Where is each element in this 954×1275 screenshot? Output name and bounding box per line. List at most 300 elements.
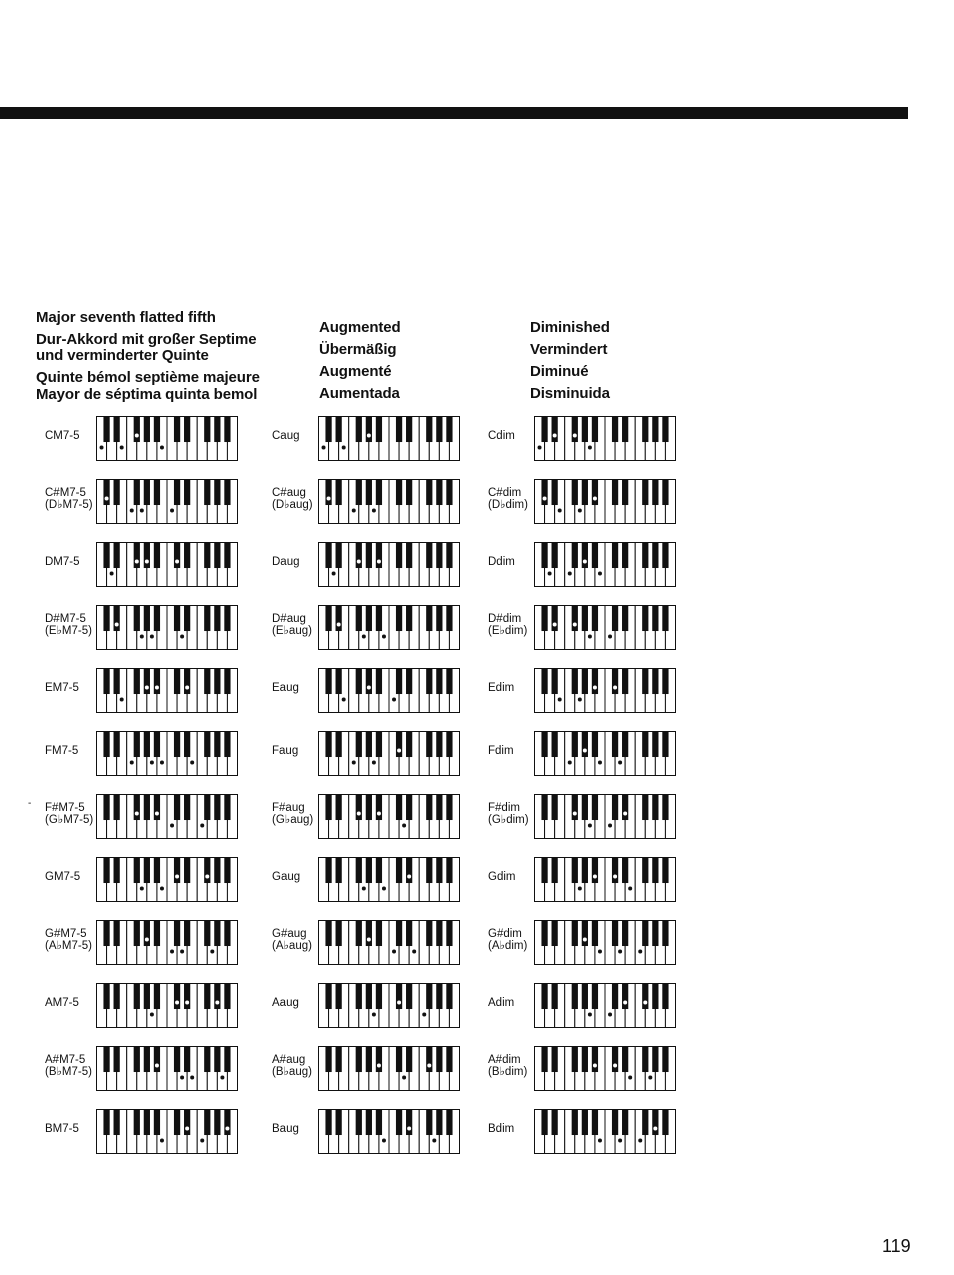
chord-label — [488, 802, 529, 826]
chord-label — [45, 682, 79, 694]
black-key — [356, 417, 362, 443]
keyboard-diagram — [96, 794, 239, 840]
black-key — [336, 606, 342, 632]
note-dot — [583, 938, 587, 942]
note-dot — [648, 1076, 652, 1080]
note-dot — [357, 812, 361, 816]
black-key — [103, 921, 109, 947]
note-dot — [130, 761, 134, 765]
black-key — [376, 417, 382, 443]
black-key — [134, 480, 140, 506]
black-key — [154, 795, 160, 821]
keyboard-diagram — [96, 1046, 239, 1092]
note-dot — [205, 875, 209, 879]
black-key — [366, 1047, 372, 1073]
black-key — [642, 858, 648, 884]
black-key — [552, 606, 558, 632]
black-key — [325, 795, 331, 821]
black-key — [662, 984, 668, 1010]
black-key — [154, 543, 160, 569]
note-dot — [432, 1139, 436, 1143]
black-key — [572, 732, 578, 758]
chord-label — [45, 871, 80, 883]
chord-label — [45, 802, 93, 826]
note-dot — [558, 698, 562, 702]
note-dot — [140, 887, 144, 891]
black-key — [642, 417, 648, 443]
black-key — [396, 1110, 402, 1136]
black-key — [103, 669, 109, 695]
black-key — [325, 1110, 331, 1136]
black-key — [224, 417, 230, 443]
black-key — [144, 1047, 150, 1073]
black-key — [622, 1110, 628, 1136]
black-key — [336, 795, 342, 821]
black-key — [154, 480, 160, 506]
black-key — [426, 732, 432, 758]
chord-label-line: G#dim — [488, 928, 522, 940]
black-key — [642, 732, 648, 758]
black-key — [662, 606, 668, 632]
black-key — [592, 858, 598, 884]
black-key — [174, 543, 180, 569]
column-header-line: Mayor de séptima quinta bemol — [36, 386, 258, 403]
black-key — [184, 669, 190, 695]
chord-label-line: A#dim — [488, 1054, 521, 1066]
black-key — [406, 1047, 412, 1073]
black-key — [622, 606, 628, 632]
chord-label-line: F#aug — [272, 802, 305, 814]
chord-label-line: C#aug — [272, 487, 306, 499]
note-dot — [327, 497, 331, 501]
black-key — [214, 984, 220, 1010]
chord-label — [488, 556, 515, 568]
black-key — [662, 732, 668, 758]
column-header-line: Major seventh flatted fifth — [36, 309, 216, 326]
black-key — [114, 858, 120, 884]
black-key — [396, 417, 402, 443]
note-dot — [593, 686, 597, 690]
keyboard-diagram — [318, 794, 461, 840]
black-key — [336, 984, 342, 1010]
black-key — [396, 543, 402, 569]
black-key — [214, 417, 220, 443]
black-key — [103, 1110, 109, 1136]
note-dot — [180, 635, 184, 639]
black-key — [622, 543, 628, 569]
black-key — [356, 858, 362, 884]
black-key — [224, 1047, 230, 1073]
black-key — [572, 921, 578, 947]
keyboard-diagram — [96, 920, 239, 966]
black-key — [436, 543, 442, 569]
black-key — [144, 480, 150, 506]
black-key — [436, 795, 442, 821]
black-key — [622, 669, 628, 695]
black-key — [446, 543, 452, 569]
top-rule — [0, 107, 908, 119]
black-key — [154, 921, 160, 947]
note-dot — [553, 623, 557, 627]
black-key — [376, 858, 382, 884]
black-key — [214, 1047, 220, 1073]
note-dot — [170, 824, 174, 828]
note-dot — [135, 812, 139, 816]
black-key — [652, 984, 658, 1010]
chord-label-line: (G♭dim) — [488, 814, 529, 826]
note-dot — [150, 761, 154, 765]
chord-label-line: Aaug — [272, 997, 299, 1009]
black-key — [134, 858, 140, 884]
black-key — [622, 1047, 628, 1073]
black-key — [154, 417, 160, 443]
black-key — [426, 417, 432, 443]
black-key — [396, 1047, 402, 1073]
black-key — [592, 795, 598, 821]
chord-label-line: (D♭M7-5) — [45, 499, 93, 511]
note-dot — [382, 1139, 386, 1143]
black-key — [396, 795, 402, 821]
note-dot — [573, 623, 577, 627]
black-key — [552, 417, 558, 443]
black-key — [436, 480, 442, 506]
note-dot — [377, 1064, 381, 1068]
black-key — [426, 480, 432, 506]
black-key — [572, 480, 578, 506]
chord-label — [45, 1054, 92, 1078]
black-key — [154, 1110, 160, 1136]
chord-label — [488, 745, 514, 757]
black-key — [204, 1047, 210, 1073]
black-key — [224, 606, 230, 632]
chord-label-line: Caug — [272, 430, 300, 442]
note-dot — [155, 686, 159, 690]
black-key — [552, 1110, 558, 1136]
keyboard-diagram — [534, 920, 677, 966]
black-key — [356, 669, 362, 695]
black-key — [224, 984, 230, 1010]
note-dot — [397, 749, 401, 753]
note-dot — [372, 509, 376, 513]
black-key — [325, 543, 331, 569]
black-key — [376, 543, 382, 569]
black-key — [204, 795, 210, 821]
black-key — [134, 795, 140, 821]
note-dot — [638, 1139, 642, 1143]
black-key — [592, 1110, 598, 1136]
black-key — [612, 795, 618, 821]
black-key — [582, 1047, 588, 1073]
note-dot — [175, 875, 179, 879]
black-key — [325, 1047, 331, 1073]
black-key — [582, 732, 588, 758]
black-key — [154, 606, 160, 632]
black-key — [134, 543, 140, 569]
note-dot — [367, 938, 371, 942]
black-key — [224, 795, 230, 821]
black-key — [144, 921, 150, 947]
note-dot — [638, 950, 642, 954]
chord-label-line: (G♭aug) — [272, 814, 314, 826]
chord-label-line: A#aug — [272, 1054, 306, 1066]
black-key — [184, 732, 190, 758]
chord-label-line: AM7-5 — [45, 997, 79, 1009]
keyboard-diagram — [96, 1109, 239, 1155]
column-header-line: Diminué — [530, 363, 589, 380]
black-key — [612, 606, 618, 632]
black-key — [642, 669, 648, 695]
black-key — [436, 1110, 442, 1136]
black-key — [541, 795, 547, 821]
black-key — [376, 1047, 382, 1073]
black-key — [356, 606, 362, 632]
black-key — [426, 795, 432, 821]
black-key — [144, 417, 150, 443]
black-key — [325, 732, 331, 758]
chord-label — [272, 745, 298, 757]
black-key — [214, 732, 220, 758]
chord-label — [488, 871, 515, 883]
note-dot — [422, 1013, 426, 1017]
black-key — [592, 669, 598, 695]
chord-label-line: (A♭aug) — [272, 940, 312, 952]
black-key — [662, 1110, 668, 1136]
black-key — [366, 480, 372, 506]
note-dot — [548, 572, 552, 576]
black-key — [214, 795, 220, 821]
black-key — [622, 984, 628, 1010]
black-key — [446, 984, 452, 1010]
chord-label — [488, 613, 527, 637]
note-dot — [210, 950, 214, 954]
black-key — [325, 921, 331, 947]
black-key — [134, 606, 140, 632]
black-key — [541, 732, 547, 758]
chord-label-line: Baug — [272, 1123, 299, 1135]
black-key — [436, 732, 442, 758]
keyboard-diagram — [96, 542, 239, 588]
note-dot — [598, 950, 602, 954]
black-key — [396, 984, 402, 1010]
note-dot — [407, 1127, 411, 1131]
black-key — [336, 417, 342, 443]
black-key — [406, 543, 412, 569]
chord-label-line: D#dim — [488, 613, 522, 625]
note-dot — [613, 1064, 617, 1068]
black-key — [446, 858, 452, 884]
black-key — [114, 417, 120, 443]
black-key — [592, 480, 598, 506]
keyboard-diagram — [318, 605, 461, 651]
note-dot — [145, 938, 149, 942]
note-dot — [583, 560, 587, 564]
black-key — [154, 1047, 160, 1073]
keyboard-diagram — [96, 983, 239, 1029]
black-key — [662, 669, 668, 695]
note-dot — [170, 509, 174, 513]
black-key — [541, 543, 547, 569]
black-key — [325, 417, 331, 443]
chord-label-line: (E♭M7-5) — [45, 625, 92, 637]
chord-label — [272, 487, 313, 511]
keyboard-diagram — [534, 542, 677, 588]
black-key — [103, 417, 109, 443]
black-key — [572, 858, 578, 884]
keyboard-diagram — [318, 1109, 461, 1155]
note-dot — [578, 887, 582, 891]
chord-label-line: (E♭dim) — [488, 625, 528, 637]
black-key — [325, 984, 331, 1010]
chord-label-line: (D♭dim) — [488, 499, 528, 511]
keyboard-diagram — [96, 416, 239, 462]
note-dot — [130, 509, 134, 513]
note-dot — [362, 635, 366, 639]
note-dot — [573, 812, 577, 816]
note-dot — [392, 950, 396, 954]
note-dot — [145, 560, 149, 564]
black-key — [436, 417, 442, 443]
black-key — [184, 606, 190, 632]
black-key — [114, 732, 120, 758]
note-dot — [372, 1013, 376, 1017]
note-dot — [367, 686, 371, 690]
black-key — [406, 669, 412, 695]
note-dot — [352, 761, 356, 765]
note-dot — [160, 887, 164, 891]
black-key — [446, 480, 452, 506]
chord-label — [45, 556, 80, 568]
keyboard-diagram — [318, 920, 461, 966]
chord-label-line: Daug — [272, 556, 300, 568]
chord-label — [45, 487, 93, 511]
black-key — [366, 732, 372, 758]
black-key — [612, 921, 618, 947]
black-key — [642, 795, 648, 821]
note-dot — [628, 1076, 632, 1080]
note-dot — [342, 698, 346, 702]
black-key — [356, 543, 362, 569]
note-dot — [322, 446, 326, 450]
black-key — [376, 921, 382, 947]
black-key — [103, 732, 109, 758]
black-key — [426, 669, 432, 695]
stray-mark: - — [28, 798, 32, 809]
keyboard-diagram — [318, 416, 461, 462]
black-key — [572, 1047, 578, 1073]
black-key — [214, 858, 220, 884]
black-key — [612, 984, 618, 1010]
black-key — [174, 921, 180, 947]
black-key — [204, 858, 210, 884]
chord-label-line: DM7-5 — [45, 556, 80, 568]
note-dot — [337, 623, 341, 627]
black-key — [174, 795, 180, 821]
note-dot — [618, 1139, 622, 1143]
black-key — [336, 1110, 342, 1136]
black-key — [366, 795, 372, 821]
chord-label-line: (G♭M7-5) — [45, 814, 94, 826]
note-dot — [402, 1076, 406, 1080]
black-key — [436, 669, 442, 695]
chord-label-line: (A♭dim) — [488, 940, 528, 952]
black-key — [572, 606, 578, 632]
note-dot — [613, 686, 617, 690]
black-key — [114, 1047, 120, 1073]
note-dot — [588, 446, 592, 450]
note-dot — [643, 1001, 647, 1005]
black-key — [622, 480, 628, 506]
chord-label-line: Bdim — [488, 1123, 515, 1135]
note-dot — [150, 1013, 154, 1017]
note-dot — [593, 1064, 597, 1068]
note-dot — [618, 950, 622, 954]
black-key — [336, 480, 342, 506]
black-key — [446, 732, 452, 758]
keyboard-diagram — [96, 479, 239, 525]
black-key — [174, 984, 180, 1010]
black-key — [572, 984, 578, 1010]
chord-label-line: D#M7-5 — [45, 613, 86, 625]
note-dot — [618, 761, 622, 765]
black-key — [103, 480, 109, 506]
chord-label-line: FM7-5 — [45, 745, 79, 757]
black-key — [336, 732, 342, 758]
keyboard-diagram — [534, 794, 677, 840]
black-key — [134, 1110, 140, 1136]
note-dot — [135, 434, 139, 438]
note-dot — [175, 1001, 179, 1005]
black-key — [174, 1110, 180, 1136]
black-key — [582, 984, 588, 1010]
column-header-line: Augmented — [319, 319, 401, 336]
black-key — [134, 732, 140, 758]
black-key — [325, 669, 331, 695]
black-key — [396, 606, 402, 632]
black-key — [541, 858, 547, 884]
note-dot — [583, 749, 587, 753]
keyboard-diagram — [534, 416, 677, 462]
note-dot — [538, 446, 542, 450]
note-dot — [160, 761, 164, 765]
black-key — [356, 1047, 362, 1073]
note-dot — [377, 812, 381, 816]
black-key — [652, 732, 658, 758]
keyboard-diagram — [318, 542, 461, 588]
black-key — [406, 858, 412, 884]
keyboard-diagram — [534, 731, 677, 777]
black-key — [541, 417, 547, 443]
black-key — [572, 669, 578, 695]
black-key — [552, 543, 558, 569]
black-key — [642, 1047, 648, 1073]
black-key — [572, 543, 578, 569]
chord-label — [45, 928, 92, 952]
chord-label — [45, 745, 78, 757]
black-key — [144, 669, 150, 695]
note-dot — [623, 812, 627, 816]
black-key — [662, 543, 668, 569]
black-key — [426, 858, 432, 884]
black-key — [436, 606, 442, 632]
chord-label — [45, 613, 92, 637]
keyboard-diagram — [96, 668, 239, 714]
black-key — [446, 669, 452, 695]
black-key — [204, 1110, 210, 1136]
black-key — [612, 858, 618, 884]
chord-label-line: F#M7-5 — [45, 802, 85, 814]
black-key — [662, 480, 668, 506]
black-key — [184, 921, 190, 947]
